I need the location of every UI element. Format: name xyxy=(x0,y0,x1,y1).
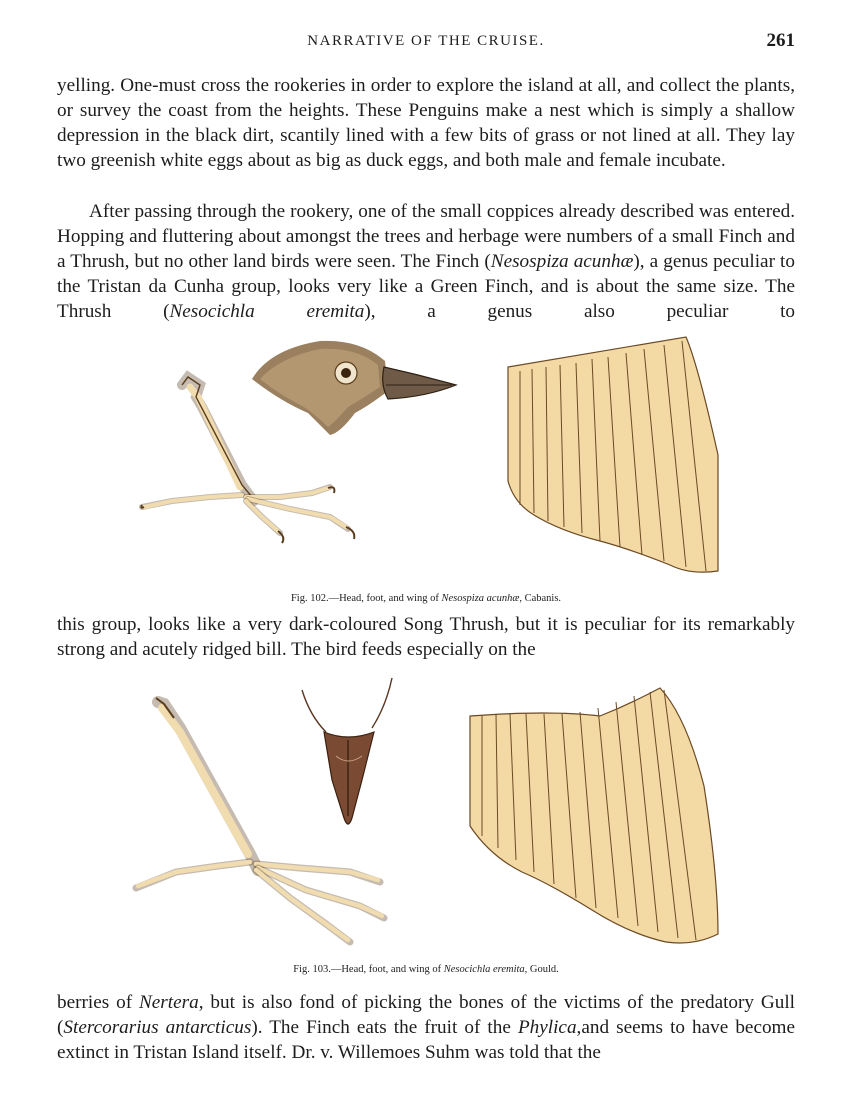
thrush-bill-illustration xyxy=(302,678,392,824)
paragraph-3 xyxy=(57,612,795,662)
running-title: NARRATIVE OF THE CRUISE. xyxy=(307,33,545,49)
taxon-name: Stercorarius antarcticus xyxy=(63,1017,252,1038)
paragraph-text: After passing through the rookery, one of the small coppices already described was entered. Hopping and fluttering about amongst the trees and herbage were numbers of a small Finch and a Thrush, but no other land birds were seen. The Finch ( xyxy=(57,201,795,272)
paragraph-4 xyxy=(57,990,795,1065)
taxon-name: Nesospiza acunhæ xyxy=(490,251,634,272)
wing-illustration xyxy=(470,688,718,943)
paragraph-text: ,and seems to have become extinct in Tristan Island itself. Dr. v. Willemoes Suhm was told that the xyxy=(57,1017,795,1063)
wing-illustration xyxy=(508,337,718,572)
taxon-name: Phylica xyxy=(517,1017,577,1038)
paragraph-text: berries of xyxy=(57,992,139,1013)
caption-taxon: Nesocichla eremita xyxy=(443,964,525,975)
running-head xyxy=(57,30,795,54)
caption-author: , Gould. xyxy=(524,964,559,975)
paragraph-text: ), a genus also peculiar to xyxy=(364,301,795,322)
figure-label: Fig. 102. xyxy=(290,593,329,604)
figure-103-caption xyxy=(57,964,795,975)
figure-label: Fig. 103. xyxy=(293,964,331,975)
figure-102 xyxy=(130,335,730,585)
caption-author: , Cabanis. xyxy=(519,593,562,604)
paragraph-1 xyxy=(57,73,795,173)
paragraph-2 xyxy=(57,199,795,324)
caption-text: —Head, foot, and wing of xyxy=(328,593,442,604)
page-number: 261 xyxy=(766,30,795,51)
paragraph-text: ), a genus peculiar to the Tristan da Cunha group, looks very like a Green Finch, and is about the same size. The Thrush ( xyxy=(57,251,795,322)
figure-103 xyxy=(130,676,730,956)
paragraph-text: ). The Finch eats the fruit of the xyxy=(251,1017,518,1038)
caption-text: —Head, foot, and wing of xyxy=(330,964,444,975)
figure-103-illustration xyxy=(130,676,730,956)
figure-102-illustration xyxy=(130,335,730,585)
taxon-name: Nertera xyxy=(138,992,199,1013)
paragraph-text: this group, looks like a very dark-coloured Song Thrush, but it is peculiar for its remarkably strong and acutely ridged bill. The bird feeds especially on the xyxy=(57,614,795,660)
taxon-name: Nesocichla eremita xyxy=(169,301,365,322)
caption-taxon: Nesospiza acunhæ xyxy=(441,593,520,604)
figure-102-caption xyxy=(57,593,795,604)
finch-head-illustration xyxy=(252,341,456,435)
paragraph-text: yelling. One-must cross the rookeries in order to explore the island at all, and collect the plants, or survey the coast from the heights. These Penguins make a nest which is simply a shallow depression in the black dirt, scantily lined with a few bits of grass or not lined at all. They lay two greenish white eggs about as big as duck eggs, and both male and female incubate. xyxy=(57,75,795,171)
paragraph-text: , but is also fond of picking the bones of the victims of the predatory Gull ( xyxy=(57,992,795,1038)
